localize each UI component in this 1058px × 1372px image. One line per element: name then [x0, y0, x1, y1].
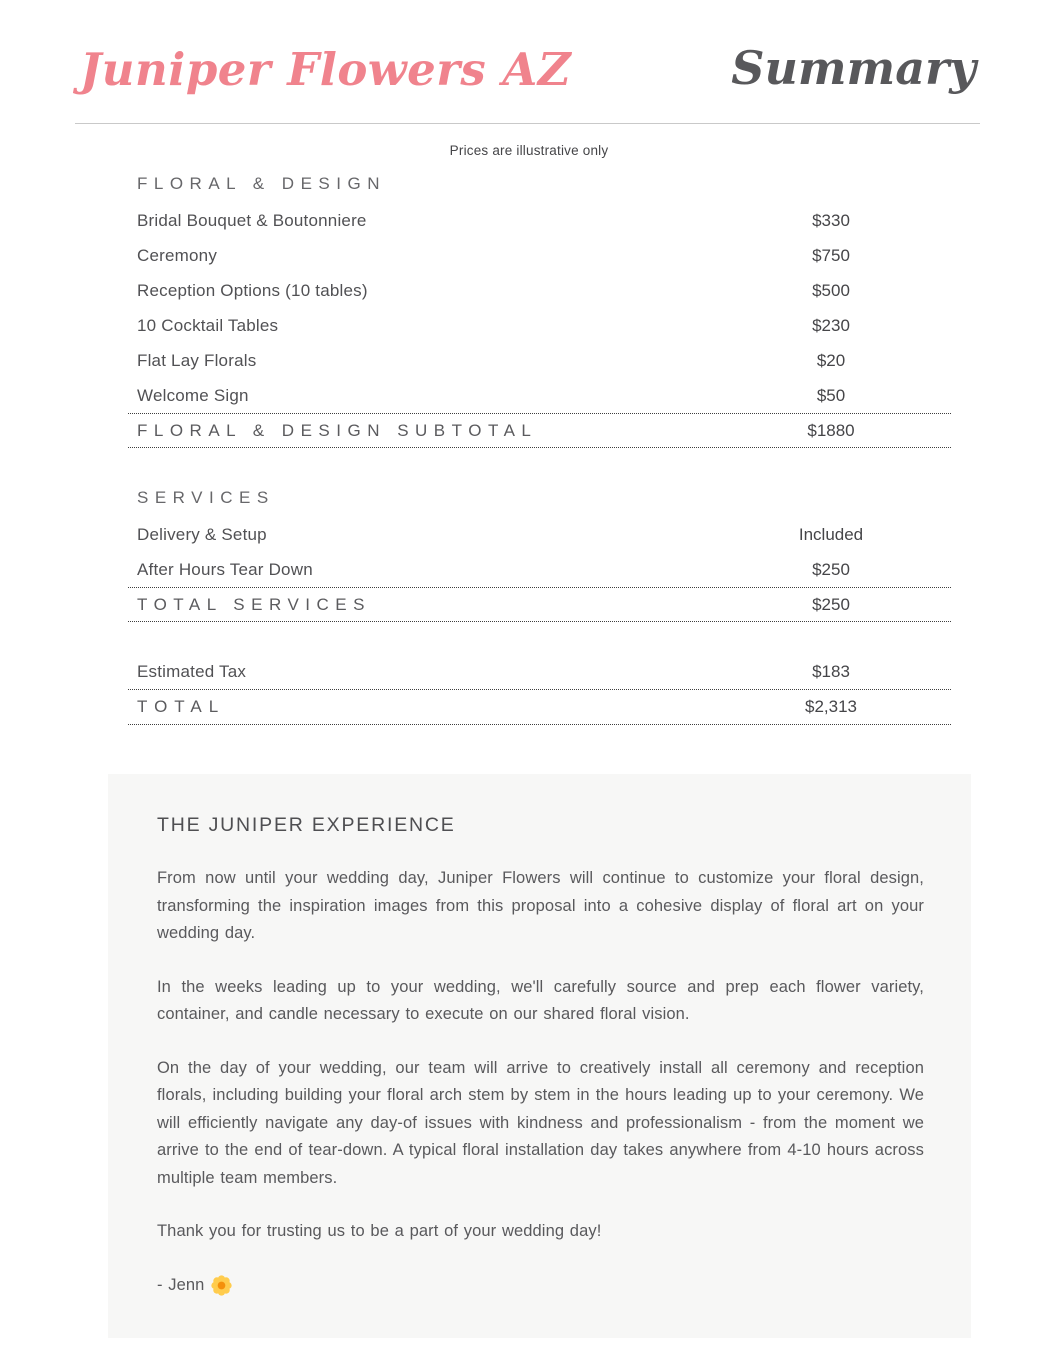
line-item-label: 10 Cocktail Tables [137, 315, 279, 335]
line-item-label: Flat Lay Florals [137, 350, 257, 370]
brand-logo: Juniper Flowers AZ [80, 42, 572, 96]
header-divider [75, 123, 980, 124]
line-item-label: Reception Options (10 tables) [137, 280, 368, 300]
subtotal-value: $250 [812, 594, 850, 614]
table-row [128, 378, 951, 413]
line-item-price: Included [798, 524, 864, 544]
estimated-tax-row [128, 655, 951, 690]
subtotal-label: FLORAL & DESIGN SUBTOTAL [137, 420, 538, 440]
line-item-price: $50 [816, 385, 846, 405]
table-row [128, 308, 951, 343]
juniper-experience-panel [108, 774, 971, 1338]
table-row [128, 343, 951, 378]
line-item-price: $330 [812, 210, 850, 230]
section-heading-services: SERVICES [137, 488, 275, 507]
line-item-label: Welcome Sign [137, 385, 249, 405]
experience-paragraph: From now until your wedding day, Juniper Flowers will continue to customize your floral design, transforming the inspiration images from this proposal into a cohesive display of floral art on your wedding day. [157, 869, 924, 942]
table-row [128, 238, 951, 273]
total-label: TOTAL [137, 697, 226, 716]
tax-label: Estimated Tax [137, 662, 247, 681]
line-item-price: $250 [812, 559, 850, 579]
table-row [128, 552, 951, 587]
page-title: Summary [731, 41, 976, 96]
tax-value: $183 [812, 662, 850, 681]
line-item-label: Delivery & Setup [137, 524, 267, 544]
subtotal-value: $1880 [807, 420, 855, 440]
pricing-notice: Prices are illustrative only [449, 143, 609, 158]
experience-paragraph: On the day of your wedding, our team will arrive to creatively install all ceremony and reception florals, including building your floral arch stem by stem in the hours leading up to your ceremony. We will efficiently navigate any day-of issues with kindness and professionalism - from the moment we arrive to the end of tear-down. A typical floral installation day takes anywhere from 4-10 hours across multiple team members. [157, 1058, 924, 1187]
line-item-label: After Hours Tear Down [137, 559, 313, 579]
section-heading-floral-design: FLORAL & DESIGN [137, 174, 386, 193]
table-row [128, 517, 951, 552]
page-header [0, 0, 1058, 94]
line-item-price: $20 [816, 350, 846, 370]
line-item-label: Bridal Bouquet & Boutonniere [137, 210, 367, 230]
experience-heading: THE JUNIPER EXPERIENCE [157, 814, 456, 836]
experience-paragraph: In the weeks leading up to your wedding, we'll carefully source and prep each flower variety, container, and candle necessary to execute on our shared floral vision. [157, 977, 924, 1023]
table-row [128, 203, 951, 238]
table-row [128, 273, 951, 308]
signoff-text: - Jenn [157, 1275, 205, 1294]
pricing-table [128, 172, 951, 725]
line-item-price: $750 [812, 245, 850, 265]
signoff-line [157, 1272, 924, 1300]
services-subtotal-row [128, 587, 951, 622]
total-value: $2,313 [805, 697, 857, 716]
line-item-price: $230 [812, 315, 850, 335]
subtotal-label: TOTAL SERVICES [137, 594, 371, 614]
floral-design-subtotal-row [128, 413, 951, 448]
line-item-label: Ceremony [137, 245, 218, 265]
blossom-flower-icon [211, 1275, 232, 1296]
line-item-price: $500 [812, 280, 850, 300]
grand-total-row [128, 690, 951, 725]
experience-paragraph: Thank you for trusting us to be a part of your wedding day! [157, 1222, 602, 1240]
totals-block [128, 655, 951, 725]
